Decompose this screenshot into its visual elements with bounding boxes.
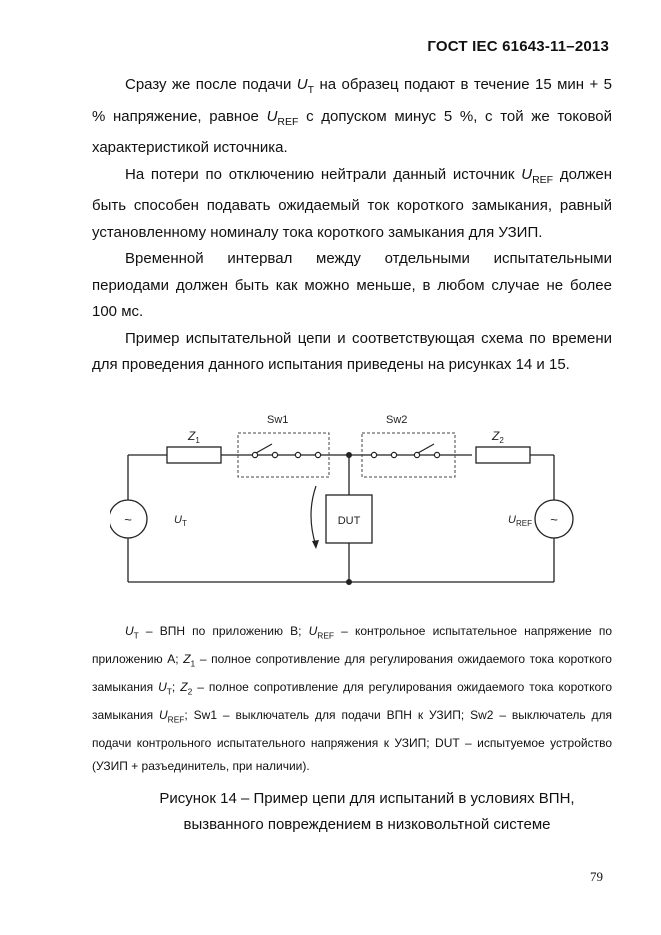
switch-contact <box>295 452 300 457</box>
junction-dot <box>346 579 352 585</box>
switch-contact <box>371 452 376 457</box>
current-arrow-icon <box>311 486 316 546</box>
label-z2: $Z_2$ <box>492 429 504 445</box>
label-z1: $Z_1$ <box>188 429 200 445</box>
paragraph-1: Сразу же после подачи $U_T$ на образец подают в течение 15 мин + 5 % напряжение, равное $U_{REF}$ с допуском минус 5 %, с той же токовой характеристикой источника. <box>92 76 613 156</box>
paragraph-4: Пример испытательной цепи и соответствующая схема по времени для проведения данного испытания приведены на рисунках 14 и 15. <box>92 329 612 373</box>
tilde-icon: ~ <box>550 512 558 527</box>
figure-title: Рисунок 14 – Пример цепи для испытаний в условиях ВПН, вызванного повреждением в низковольтной системе <box>159 790 575 833</box>
switch-contact <box>391 452 396 457</box>
standard-header: ГОСТ IEC 61643-11–2013 <box>427 38 609 55</box>
page-number: 79 <box>590 869 603 884</box>
switch-contact <box>315 452 320 457</box>
arrow-head-icon <box>312 540 319 549</box>
switch-sw2-blade <box>418 444 434 453</box>
label-sw2: Sw2 <box>386 414 408 426</box>
figure-legend: $U_T$ – ВПН по приложению В; $U_{REF}$ – контрольное испытательное напряжение по приложению А; $Z_1$ – полное сопротивление для регулирования ожидаемого тока короткого замыкания $U_T$; $Z_2$ – полное сопротивление для регулирования ожидаемого тока короткого замыкания $U_{REF}$; Sw1 – выключатель для подачи ВПН к УЗИП; Sw2 – выключатель для подачи контрольного испытательного напряжения к УЗИП; DUT – испытуемое устройство (УЗИП + разъединитель, при наличии). <box>92 624 613 774</box>
label-ut: $U_T$ <box>174 514 187 528</box>
switch-contact <box>252 452 257 457</box>
switch-contact <box>272 452 277 457</box>
label-uref: $U_{REF}$ <box>508 514 532 528</box>
label-sw1: Sw1 <box>267 414 289 426</box>
resistor-z1 <box>167 447 221 463</box>
junction-dot <box>346 452 352 458</box>
tilde-icon: ~ <box>124 512 132 527</box>
resistor-z2 <box>476 447 530 463</box>
switch-contact <box>434 452 439 457</box>
paragraph-3: Временной интервал между отдельными испытательными периодами должен быть как можно меньше, в любом случае не более 100 мс. <box>92 250 612 320</box>
label-dut: DUT <box>337 515 361 527</box>
paragraph-2: На потери по отключению нейтрали данный источник $U_{REF}$ должен быть способен подавать ожидаемый ток короткого замыкания, равный установленному номиналу тока короткого замыкания для УЗИП. <box>92 165 612 241</box>
body-text <box>92 72 612 379</box>
switch-sw1-blade <box>256 444 272 453</box>
circuit-diagram <box>110 400 580 600</box>
